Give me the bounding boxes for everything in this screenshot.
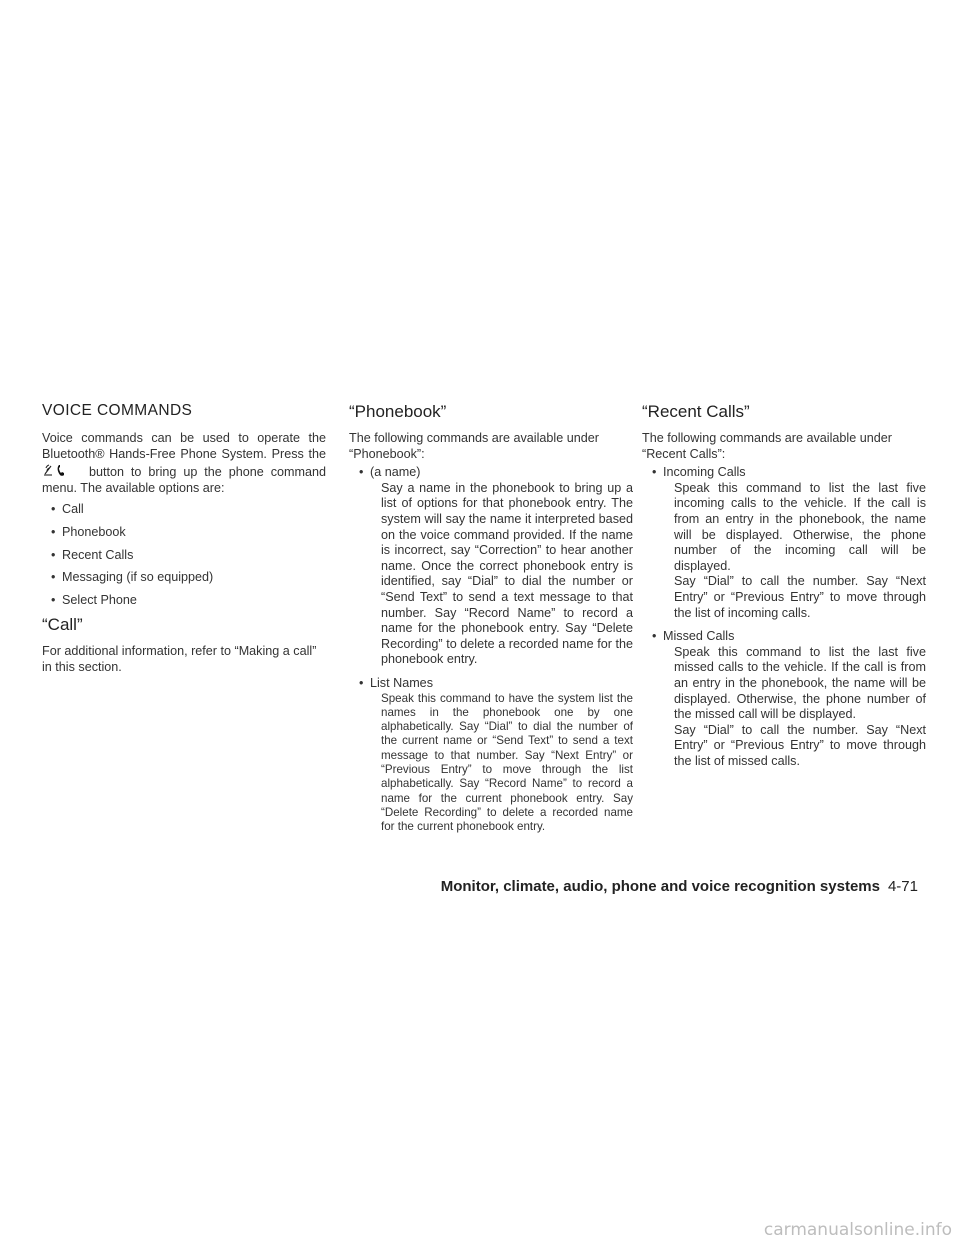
command-title: Missed Calls [663, 629, 735, 644]
list-item: • Call [51, 502, 84, 517]
page-footer [441, 878, 918, 895]
list-item: • Select Phone [51, 592, 137, 607]
command-title: (a name) [370, 465, 421, 480]
subheading-recent-calls: “Recent Calls” [642, 402, 750, 421]
voice-commands-intro [42, 431, 326, 496]
call-text: For additional information, refer to “Making a call” in this section. [42, 644, 317, 674]
intro-text-part2: button to bring up the phone command menu. The available options are: [42, 465, 326, 495]
list-item: • List Names Speak this command to have the system list the names in the phonebook one by one alphabetically. Say “Dial” to dial the number of the current name or “Send Text” to send a text message to that number. Say “Next Entry” or “Previous Entry” to move through the list alphabetically. Say “Record Name” to record a name for the current phonebook entry. Say “Delete Recording” to delete a recorded name for the current phonebook entry. [359, 675, 633, 834]
page-number: 4-71 [887, 878, 918, 895]
watermark: carmanualsonline.info [763, 1220, 952, 1240]
footer-section-title: Monitor, climate, audio, phone and voice recognition systems [440, 878, 880, 895]
recent-calls-commands [642, 465, 926, 769]
command-description: Speak this command to list the last five missed calls to the vehicle. If the call is from an entry in the phonebook, the name will be displayed. Otherwise, the phone number of the missed call will be displayed. [674, 644, 926, 722]
command-description: Say a name in the phonebook to bring up a list of options for that phonebook entry. The system will say the name it interpreted based on the voice command provided. If the name is incorrect, say “Correction” to hear another name. Once the correct phonebook entry is identified, say “Dial” to dial the number or “Send Text” to send a text message to that number. Say “Record Name” to record a name for the phonebook entry. Say “Delete Recording” to delete a recorded name for the phonebook entry. [381, 480, 633, 667]
command-menu-list [42, 502, 326, 608]
column-recent-calls [642, 402, 926, 777]
command-title: List Names [370, 675, 433, 690]
list-item: • Messaging (if so equipped) [51, 570, 214, 585]
list-item: • Recent Calls [51, 547, 134, 562]
section-heading-voice-commands: VOICE COMMANDS [42, 402, 193, 419]
column-voice-commands [42, 402, 326, 676]
phone-voice-icon [42, 462, 82, 478]
command-description: Speak this command to have the system list the names in the phonebook one by one alphabetically. Say “Dial” to dial the number of the current name or “Send Text” to send a text message to that number. Say “Next Entry” or “Previous Entry” to move through the list alphabetically. Say “Record Name” to record a name for the current phonebook entry. Say “Delete Recording” to delete a recorded name for the current phonebook entry. [381, 691, 633, 834]
list-item: • (a name) Say a name in the phonebook to bring up a list of options for that phonebook entry. The system will say the name it interpreted based on the voice command provided. If the name is incorrect, say “Correction” to hear another name. Once the correct phonebook entry is identified, say “Dial” to dial the number or “Send Text” to send a text message to that number. Say “Record Name” to record a name for the phonebook entry. Say “Delete Recording” to delete a recorded name for the phonebook entry. [359, 465, 633, 667]
column-phonebook [349, 402, 633, 842]
phonebook-intro: The following commands are available under “Phonebook”: [349, 431, 599, 461]
phonebook-commands [349, 465, 633, 834]
list-item: • Phonebook [51, 524, 126, 539]
command-description: Speak this command to list the last five incoming calls to the vehicle. If the call is from an entry in the phonebook, the name will be displayed. Otherwise, the phone number of the incoming call will be displayed. [674, 480, 926, 573]
subheading-call: “Call” [42, 615, 83, 635]
intro-text-part1: Voice commands can be used to operate the Bluetooth® Hands-Free Phone System. Press the [42, 431, 326, 461]
command-description-2: Say “Dial” to call the number. Say “Next Entry” or “Previous Entry” to move through the list of missed calls. [674, 722, 926, 768]
command-description-2: Say “Dial” to call the number. Say “Next Entry” or “Previous Entry” to move through the list of incoming calls. [674, 574, 926, 620]
subheading-phonebook: “Phonebook” [349, 402, 447, 421]
recent-calls-intro: The following commands are available under “Recent Calls”: [642, 431, 892, 461]
command-title: Incoming Calls [663, 465, 746, 480]
list-item: • Missed Calls Speak this command to list the last five missed calls to the vehicle. If the call is from an entry in the phonebook, the name will be displayed. Otherwise, the phone number of the missed call will be displayed. Say “Dial” to call the number. Say “Next Entry” or “Previous Entry” to move through the list of missed calls. [652, 629, 926, 768]
list-item: • Incoming Calls Speak this command to list the last five incoming calls to the vehicle. If the call is from an entry in the phonebook, the name will be displayed. Otherwise, the phone number of the incoming call will be displayed. Say “Dial” to call the number. Say “Next Entry” or “Previous Entry” to move through the list of incoming calls. [652, 465, 926, 620]
